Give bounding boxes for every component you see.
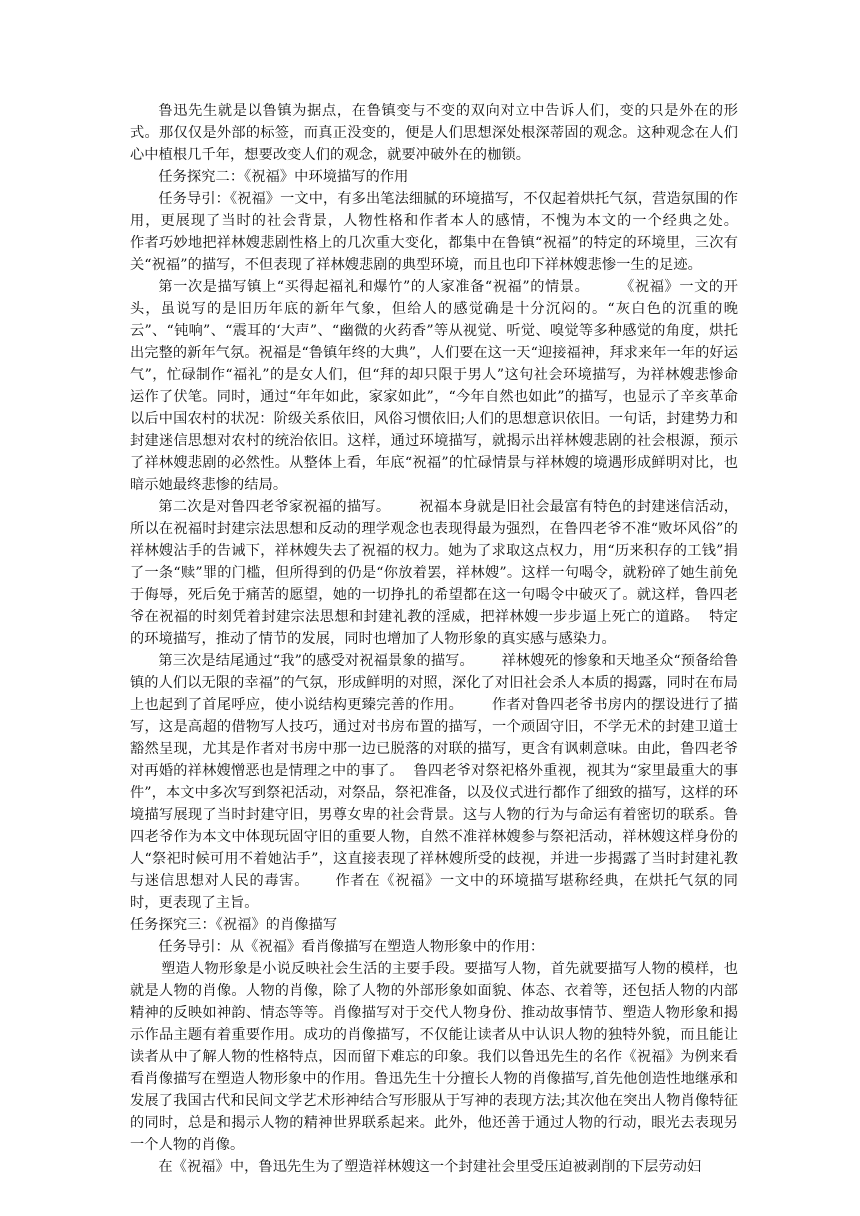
paragraph-third-blessing: 第三次是结尾通过“我”的感受对祝福景象的描写。 祥林嫂死的惨象和天地圣众“预备给鲁镇的人们以无限的幸福”的气氛，形成鲜明的对照，深化了对旧社会杀人本质的揭露，同时在布局上也起到了首尾呼应，使小说结构更臻完善的作用。 作者对鲁四老爷书房内的摆设进行了描写，这是高超的借物写人技巧，通过对书房布置的描写，一个顽固守旧，不学无术的封建卫道士豁然呈现，尤其是作者对书房中那一边已脱落的对联的描写，更含有讽刺意味。由此，鲁四老爷对再婚的祥林嫂憎恶也是情理之中的事了。 鲁四老爷对祭祀格外重视，视其为“家里最重大的事件”，本文中多次写到祭祀活动，对祭品，祭祀准备，以及仪式进行都作了细致的描写，这样的环境描写展现了当时封建守旧，男尊女卑的社会背景。这与人物的行为与命运有着密切的联系。鲁四老爷作为本文中体现玩固守旧的重要人物，自然不准祥林嫂参与祭祀活动，祥林嫂这样身份的人“祭祀时候可用不着她沾手”，这直接表现了祥林嫂所受的歧视，并进一步揭露了当时封建礼教与迷信思想对人民的毒害。 作者在《祝福》一文中的环境描写堪称经典，在烘托气氛的同时，更表现了主旨。 xyxy=(130,653,738,911)
section-heading-task-two: 任务探究二：《祝福》中环境描写的作用 xyxy=(158,169,409,185)
paragraph-portrait-description: 塑造人物形象是小说反映社会生活的主要手段。要描写人物，首先就要描写人物的模样，也就是人物的肖像。人物的肖像，除了人物的外部形象如面貌、体态、衣着等，还包括人物的内部精神的反映如神韵、情态等等。肖像描写对于交代人物身份、推动故事情节、塑造人物形象和揭示作品主题有着重要作用。成功的肖像描写，不仅能让读者从中认识人物的独特外貌，而且能让读者从中了解人物的性格特点，因而留下难忘的印象。我们以鲁迅先生的名作《祝福》为例来看看肖像描写在塑造人物形象中的作用。鲁迅先生十分擅长人物的肖像描写,首先他创造性地继承和发展了我国古代和民间文学艺术形神结合写形服从于写神的表现方法;其次他在突出人物肖像特征的同时，总是和揭示人物的精神世界联系起来。此外，他还善于通过人物的行动，眼光去表现另一个人物的肖像。 xyxy=(130,961,738,1153)
paragraph-task-three-guide: 任务导引：从《祝福》看肖像描写在塑造人物形象中的作用： xyxy=(158,939,545,955)
paragraph-intro: 鲁迅先生就是以鲁镇为据点，在鲁镇变与不变的双向对立中告诉人们，变的只是外在的形式。那仅仅是外部的标签，而真正没变的，便是人们思想深处根深蒂固的观念。这种观念在人们心中植根几千年，想要改变人们的观念，就要冲破外在的枷锁。 xyxy=(130,103,738,163)
paragraph-task-two-guide: 任务导引：《祝福》一文中，有多出笔法细腻的环境描写，不仅起着烘托气氛，营造氛围的作用，更展现了当时的社会背景，人物性格和作者本人的感情，不愧为本文的一个经典之处。 作者巧妙地把祥林嫂悲剧性格上的几次重大变化，都集中在鲁镇“祝福”的特定的环境里，三次有关“祝福”的描写，不但表现了祥林嫂悲剧的典型环境，而且也印下祥林嫂悲惨一生的足迹。 xyxy=(130,191,766,273)
document-page xyxy=(130,100,766,1178)
section-heading-task-three: 任务探究三：《祝福》的肖像描写 xyxy=(130,917,338,933)
paragraph-first-blessing: 第一次是描写镇上“买得起福礼和爆竹”的人家准备“祝福”的情景。 《祝福》一文的开头，虽说写的是旧历年底的新年气象，但给人的感觉确是十分沉闷的。“灰白色的沉重的晚云”、“钝响”、“震耳的‘大声”、“幽微的火药香”等从视觉、听觉、嗅觉等多种感觉的角度，烘托出完整的新年气氛。祝福是“鲁镇年终的大典”，人们要在这一天“迎接福神，拜求来年一年的好运气”，忙碌制作“福礼”的是女人们，但“拜的却只限于男人”这句社会环境描写，为祥林嫂悲惨命运作了伏笔。同时，通过“年年如此，家家如此”，“今年自然也如此”的描写，也显示了辛亥革命以后中国农村的状况：阶级关系依旧，风俗习惯依旧;人们的思想意识依旧。一句话，封建势力和封建迷信思想对农村的统治依旧。这样，通过环境描写，就揭示出祥林嫂悲剧的社会根源，预示了祥林嫂悲剧的必然性。从整体上看，年底“祝福”的忙碌情景与祥林嫂的境遇形成鲜明对比，也暗示她最终悲惨的结局。 xyxy=(130,279,738,493)
paragraph-second-blessing: 第二次是对鲁四老爷家祝福的描写。 祝福本身就是旧社会最富有特色的封建迷信活动，所以在祝福时封建宗法思想和反动的理学观念也表现得最为强烈，在鲁四老爷不准“败坏风俗”的祥林嫂沾手的告诫下，祥林嫂失去了祝福的权力。她为了求取这点权力，用“历来积存的工钱”捐了一条“赎”罪的门槛，但所得到的仍是“你放着罢，祥林嫂”。这样一句喝令，就粉碎了她生前免于侮辱，死后免于痛苦的愿望，她的一切挣扎的希望都在这一句喝令中破灭了。就这样，鲁四老爷在祝福的时刻凭着封建宗法思想和封建礼教的淫威，把祥林嫂一步步逼上死亡的道路。 特定的环境描写，推动了情节的发展，同时也增加了人物形象的真实感与感染力。 xyxy=(130,499,738,647)
paragraph-closing-fragment: 在《祝福》中，鲁迅先生为了塑造祥林嫂这一个封建社会里受压迫被剥削的下层劳动妇 xyxy=(158,1159,702,1175)
